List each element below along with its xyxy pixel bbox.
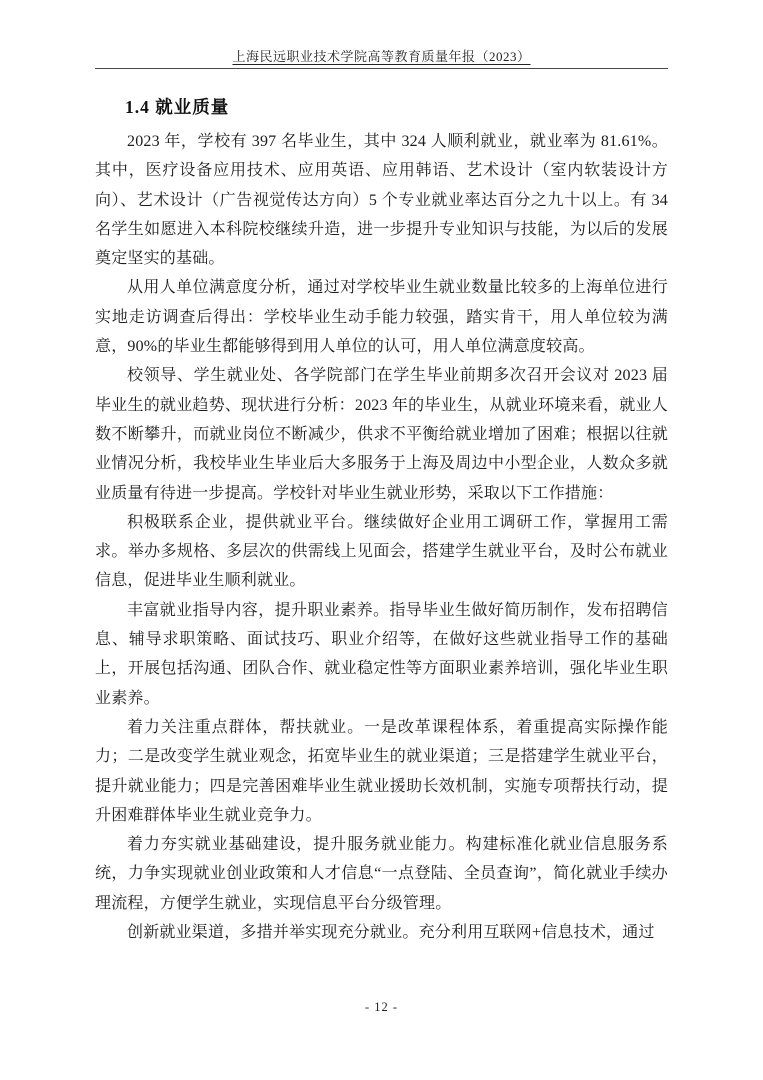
body-paragraph: 创新就业渠道，多措并举实现充分就业。充分利用互联网+信息技术，通过 (127, 924, 655, 942)
body-paragraph: 积极联系企业，提供就业平台。继续做好企业用工调研工作，掌握用工需求。举办多规格、多层次的供需线上见面会，搭建学生就业平台，及时公布就业信息，促进毕业生顺利就业。 (95, 513, 668, 590)
running-header-title: 上海民远职业技术学院高等教育质量年报（2023） (232, 49, 531, 64)
body-paragraph: 着力关注重点群体，帮扶就业。一是改革课程体系，着重提高实际操作能力；二是改变学生就业观念，拓宽毕业生的就业渠道；三是搭建学生就业平台，提升就业能力；四是完善困难毕业生就业援助长效机制，实施专项帮扶行动，提升困难群体毕业生就业竞争力。 (95, 718, 668, 824)
body-paragraph: 校领导、学生就业处、各学院部门在学生毕业前期多次召开会议对 2023 届毕业生的就业趋势、现状进行分析：2023 年的毕业生，从就业环境来看，就业人数不断攀升，而就业岗位不断减少，供求不平衡给就业增加了困难；根据以往就业情况分析，我校毕业生毕业后大多服务于上海及周边中小型企业，人数众多就业质量有待进一步提高。学校针对毕业生就业形势，采取以下工作措施： (95, 367, 668, 502)
page-number: - 12 - (364, 1000, 399, 1014)
body-paragraph: 从用人单位满意度分析，通过对学校毕业生就业数量比较多的上海单位进行实地走访调查后得出：学校毕业生动手能力较强，踏实肯干，用人单位较为满意，90%的毕业生都能够得到用人单位的认可，用人单位满意度较高。 (95, 279, 668, 356)
body-paragraph: 丰富就业指导内容，提升职业素养。指导毕业生做好简历制作，发布招聘信息、辅导求职策略、面试技巧、职业介绍等，在做好这些就业指导工作的基础上，开展包括沟通、团队合作、就业稳定性等方面职业素养培训，强化毕业生职业素养。 (95, 601, 668, 707)
section-heading: 1.4 就业质量 (125, 97, 230, 117)
page-header (95, 48, 668, 69)
body-paragraph: 着力夯实就业基础建设，提升服务就业能力。构建标准化就业信息服务系统，力争实现就业创业政策和人才信息“一点登陆、全员查询”，简化就业手续办理流程，方便学生就业，实现信息平台分级管理。 (95, 836, 668, 912)
page-content (95, 88, 668, 947)
page-footer (0, 998, 763, 1016)
body-paragraph: 2023 年，学校有 397 名毕业生，其中 324 人顺利就业，就业率为 81.61%。其中，医疗设备应用技术、应用英语、应用韩语、艺术设计（室内软装设计方向）、艺术设计（广告视觉传达方向）5 个专业就业率达百分之九十以上。有 34 名学生如愿进入本科院校继续升造，进一步提升专业知识与技能，为以后的发展奠定坚实的基础。 (95, 133, 668, 268)
